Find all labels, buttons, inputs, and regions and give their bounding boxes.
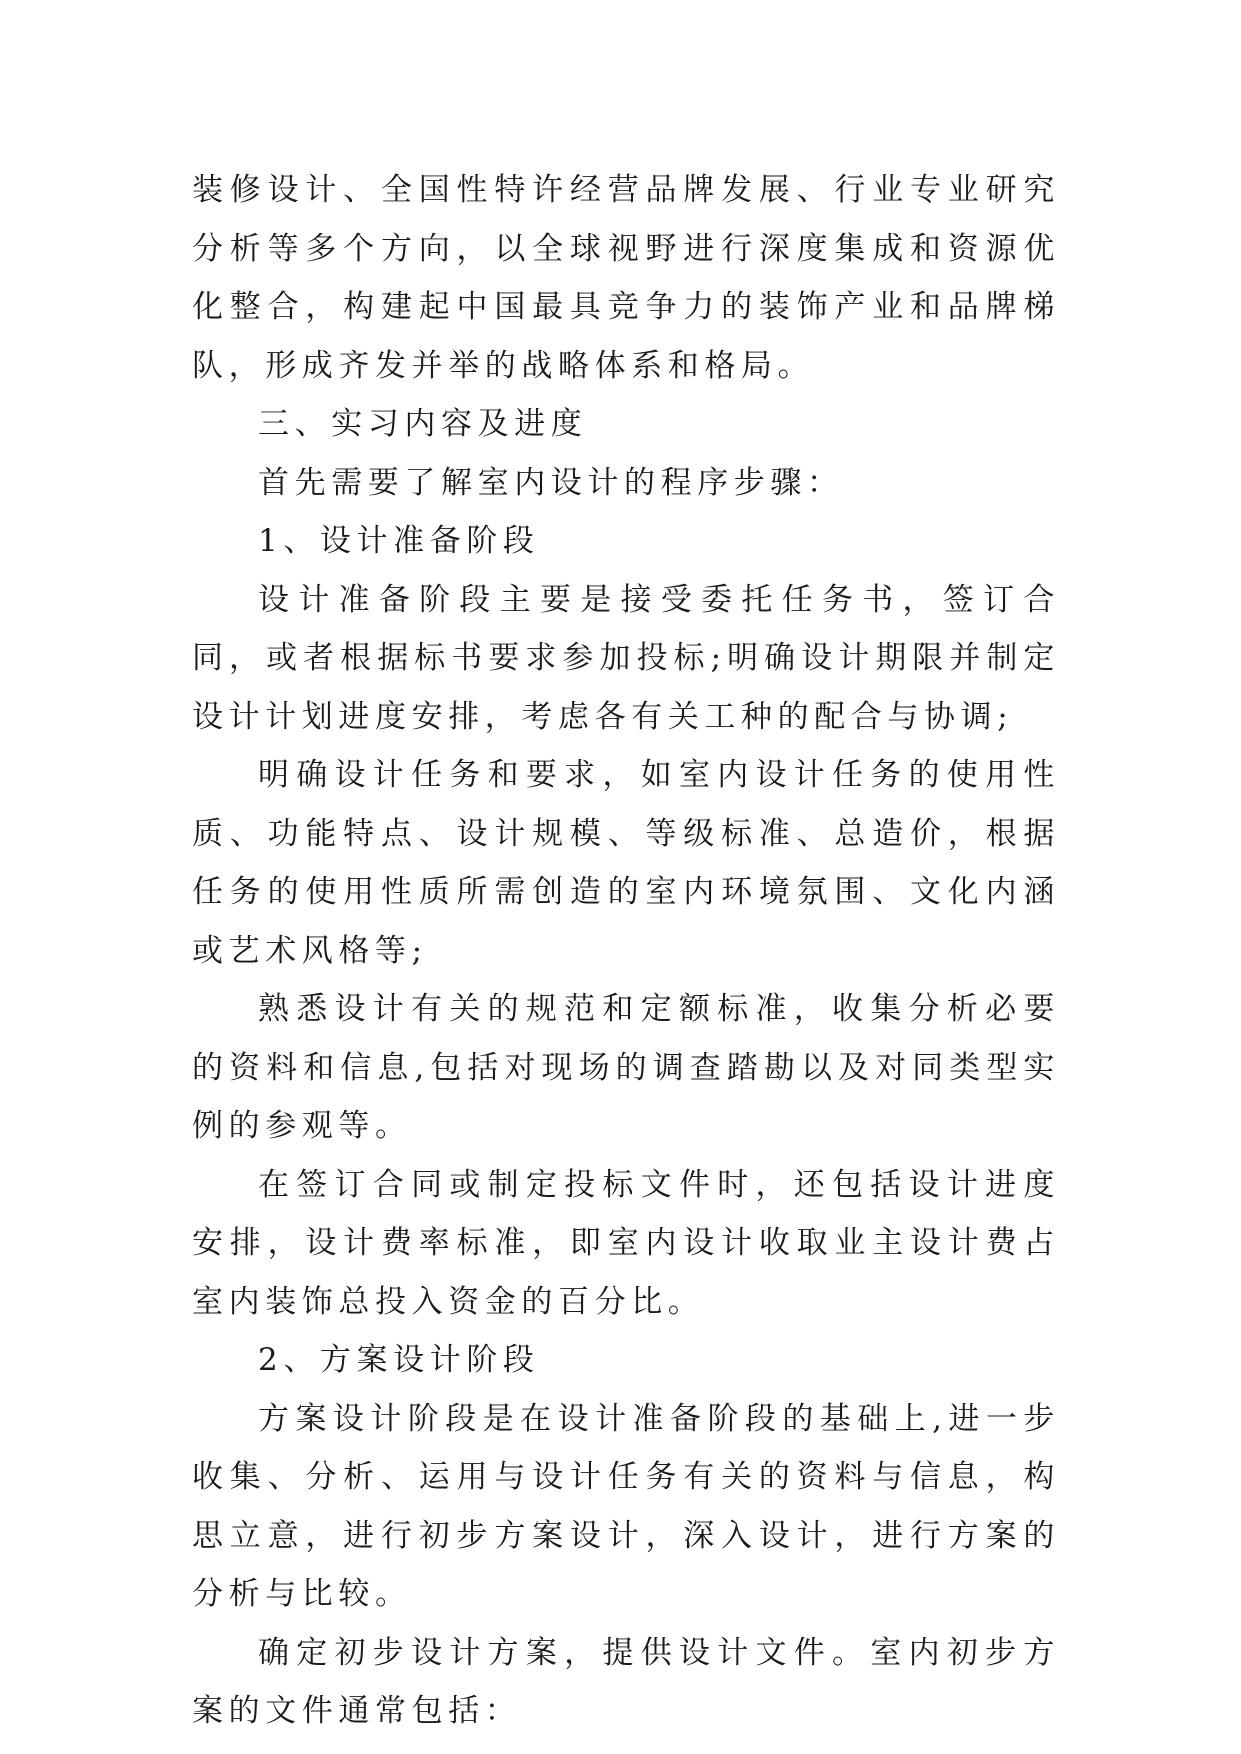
paragraph-scheme-design: 方案设计阶段是在设计准备阶段的基础上,进一步收集、分析、运用与设计任务有关的资料与信息，构思立意，进行初步方案设计，深入设计，进行方案的分析与比较。 — [192, 1400, 1060, 1612]
paragraph-scheme-documents: 确定初步设计方案，提供设计文件。室内初步方案的文件通常包括： — [192, 1634, 1060, 1729]
paragraph-contract-fees: 在签订合同或制定投标文件时，还包括设计进度安排，设计费率标准，即室内设计收取业主设计费占室内装饰总投入资金的百分比。 — [192, 1166, 1060, 1320]
paragraph-continuation: 装修设计、全国性特许经营品牌发展、行业专业研究分析等多个方向，以全球视野进行深度集成和资源优化整合，构建起中国最具竞争力的装饰产业和品牌梯队，形成齐发并举的战略体系和格局。 — [192, 172, 1060, 384]
paragraph-design-requirements: 明确设计任务和要求，如室内设计任务的使用性质、功能特点、设计规模、等级标准、总造价，根据任务的使用性质所需创造的室内环境氛围、文化内涵或艺术风格等; — [192, 757, 1060, 969]
section-heading-internship-content: 三、实习内容及进度 — [258, 406, 588, 442]
subheading-scheme-design: 2、方案设计阶段 — [258, 1342, 540, 1378]
document-body — [192, 161, 1060, 1741]
paragraph-preparation-tasks: 设计准备阶段主要是接受委托任务书，签订合同，或者根据标书要求参加投标;明确设计期限并制定设计计划进度安排，考虑各有关工种的配合与协调; — [192, 581, 1060, 735]
subheading-design-preparation: 1、设计准备阶段 — [258, 523, 540, 559]
paragraph-intro-steps: 首先需要了解室内设计的程序步骤： — [258, 464, 844, 501]
paragraph-standards-research: 熟悉设计有关的规范和定额标准，收集分析必要的资料和信息,包括对现场的调查踏勘以及对同类型实例的参观等。 — [192, 991, 1060, 1144]
